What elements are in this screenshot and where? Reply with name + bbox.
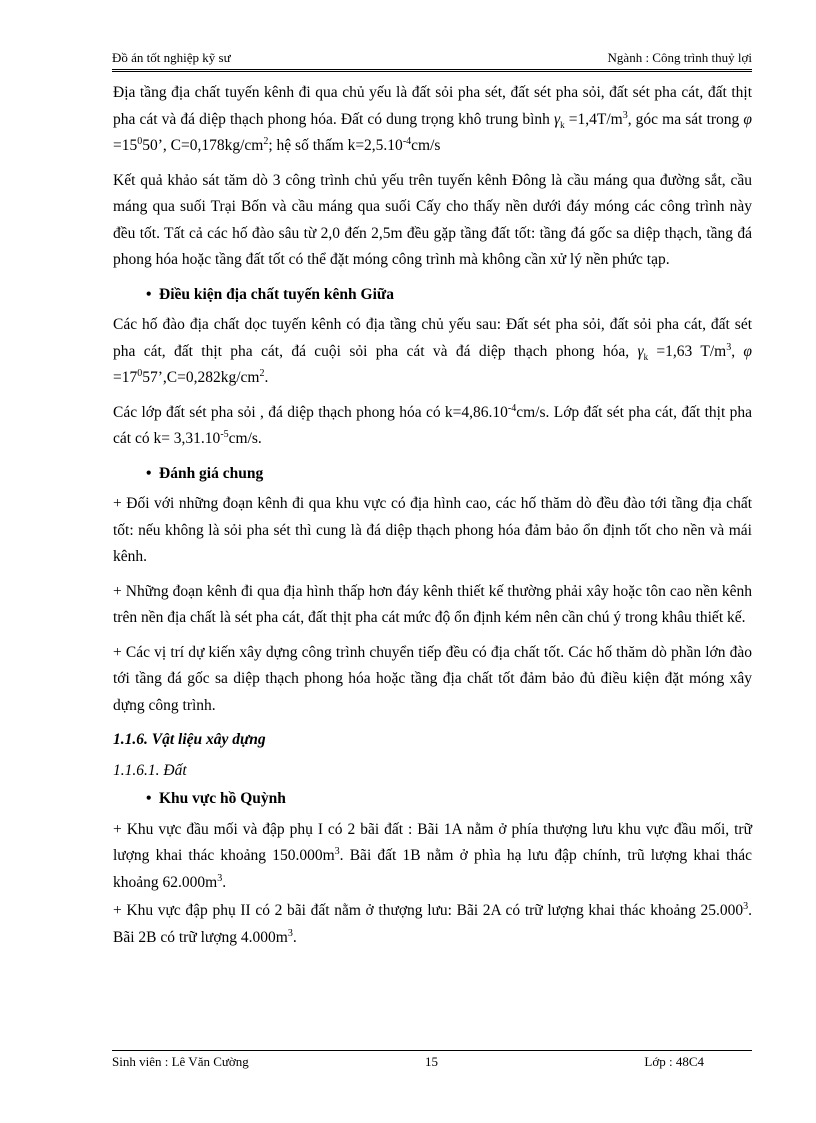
text: + Khu vực đập phụ II có 2 bãi đất nằm ở thượng lưu: Bãi 2A có trữ lượng khai thác khoảng 25.000 <box>113 902 744 919</box>
text: . <box>292 928 297 946</box>
page-content <box>113 80 752 959</box>
superscript: 3 <box>334 845 340 857</box>
gamma-symbol: γ <box>554 110 561 128</box>
superscript: 2 <box>259 367 265 379</box>
text: =1,4T/m <box>564 110 623 128</box>
phi-symbol: φ <box>743 110 752 128</box>
superscript: 3 <box>726 341 732 353</box>
paragraph-assessment-2: + Những đoạn kênh đi qua địa hình thấp hơn đáy kênh thiết kế thường phải xây hoặc tôn cao nền kênh trên nền địa chất là sét pha cát, đất thịt pha cát mức độ ổn định kém nên cần chú ý trong khâu thiết kế. <box>113 582 752 626</box>
paragraph-survey-results: Kết quả khảo sát tăm dò 3 công trình chủ yếu trên tuyến kênh Đông là cầu máng qua đường sắt, cầu máng qua suối Trại Bốn và cầu máng qua suối Cấy cho thấy nền dưới đáy móng các công trình này đều tốt. Tất cả các hố đào sâu từ 2,0 đến 2,5m đều gặp tầng đất tốt: tầng đá gốc sa diệp thạch, tầng đá phong hóa hoặc tầng đất tốt có thể đặt móng công trình mà không cần xử lý nền phức tạp. <box>113 171 752 268</box>
subsection-heading: 1.1.6.1. Đất <box>113 761 187 779</box>
page-number: 15 <box>425 1054 438 1069</box>
text: =1,63 T/m <box>648 342 727 360</box>
superscript: -4 <box>402 135 412 147</box>
header-major: Ngành : Công trình thuỷ lợi <box>607 50 752 65</box>
superscript: -4 <box>507 402 517 414</box>
text: Các hố đào địa chất dọc tuyến kênh có địa tầng chủ yếu sau: Đất sét pha sỏi, đất sỏi pha cát, đất sét pha cát, đất thịt pha cát, đá cuội sỏi pha cát và đá diệp thạch phong hóa, <box>113 316 752 360</box>
text: cm/s <box>411 137 441 154</box>
paragraph-borrow-area-1 <box>113 817 752 897</box>
superscript: 3 <box>287 927 293 939</box>
text: 57’,C=0,282kg/cm <box>142 369 260 386</box>
superscript: 3 <box>622 109 628 121</box>
bullet-text: Đánh giá chung <box>159 464 264 482</box>
gamma-symbol: γ <box>637 342 644 360</box>
page-footer <box>112 1050 752 1070</box>
paragraph-permeability <box>113 400 752 453</box>
paragraph-assessment-3: + Các vị trí dự kiến xây dựng công trình chuyển tiếp đều có địa chất tốt. Các hố thăm dò phần lớn đào tới tầng đá gốc sa diệp thạch phong hóa hoặc tầng địa chất tốt đảm bảo đủ điều kiện đặt móng xây dựng công trình. <box>113 643 752 714</box>
superscript: 3 <box>217 872 223 884</box>
bullet-heading-general-assessment <box>113 461 752 488</box>
text: . Bãi 2B có trữ lượng 4.000m <box>113 902 752 946</box>
bullet-heading-quynh-lake <box>113 786 752 813</box>
paragraph-assessment-1: + Đối với những đoạn kênh đi qua khu vực có địa hình cao, các hố thăm dò đều đào tới tầng địa chất tốt: nếu không là sỏi pha sét thì cung là đá diệp thạch phong hóa đảm bảo ổn định tốt cho nền và mái kênh. <box>113 495 752 565</box>
text: cm/s. <box>228 430 262 447</box>
footer-student: Sinh viên : Lê Văn Cường <box>112 1054 249 1069</box>
text: cm/s. Lớp đất sét pha cát, đất thịt pha cát có k= 3,31.10 <box>113 403 752 447</box>
text: , góc ma sát trong <box>627 110 744 128</box>
paragraph-geology-middle <box>113 312 752 392</box>
subscript: k <box>643 351 649 362</box>
bullet-text: Điều kiện địa chất tuyến kênh Giữa <box>159 285 394 303</box>
phi-symbol: φ <box>743 342 752 360</box>
text: , <box>731 342 744 360</box>
text: ; hệ số thấm k=2,5.10 <box>268 137 403 154</box>
text: . <box>222 873 227 891</box>
superscript: 0 <box>137 135 143 147</box>
text: =17 <box>113 369 138 386</box>
text: . <box>264 369 269 386</box>
superscript: -5 <box>220 428 229 440</box>
bullet-heading-middle-canal <box>113 282 752 309</box>
text: + Khu vực đầu mối và đập phụ I có 2 bãi đất : Bãi 1A nằm ở phía thượng lưu khu vực đầu mối, trữ lượng khai thác khoảng 150.000m <box>113 820 752 864</box>
section-heading: 1.1.6. Vật liệu xây dựng <box>113 731 266 748</box>
bullet-text: Khu vực hồ Quỳnh <box>159 790 286 807</box>
text: Địa tầng địa chất tuyến kênh đi qua chủ yếu là đất sỏi pha sét, đất sét pha sỏi, đất sét pha cát, đất thịt pha cát và đá diệp thạch phong hóa. Đất có dung trọng khô trung bình <box>113 84 752 128</box>
superscript: 3 <box>743 900 749 912</box>
superscript: 0 <box>137 367 143 379</box>
bullet-icon: • <box>146 464 152 482</box>
footer-class: Lớp : 48C4 <box>644 1054 704 1069</box>
header-document-title: Đồ án tốt nghiệp kỹ sư <box>112 50 231 65</box>
bullet-icon: • <box>146 285 152 303</box>
paragraph-geology-east <box>113 80 752 160</box>
page-header <box>112 50 752 72</box>
text: . Bãi đất 1B nằm ở phìa hạ lưu đập chính, trũ lượng khai thác khoảng 62.000m <box>113 847 752 891</box>
text: =15 <box>113 137 138 154</box>
text: Các lớp đất sét pha sỏi , đá diệp thạch phong hóa có k=4,86.10 <box>113 403 508 421</box>
paragraph-borrow-area-2 <box>113 898 752 951</box>
superscript: 2 <box>263 135 269 147</box>
subscript: k <box>560 119 565 130</box>
text: 50’, C=0,178kg/cm <box>142 137 264 154</box>
bullet-icon: • <box>146 790 152 807</box>
